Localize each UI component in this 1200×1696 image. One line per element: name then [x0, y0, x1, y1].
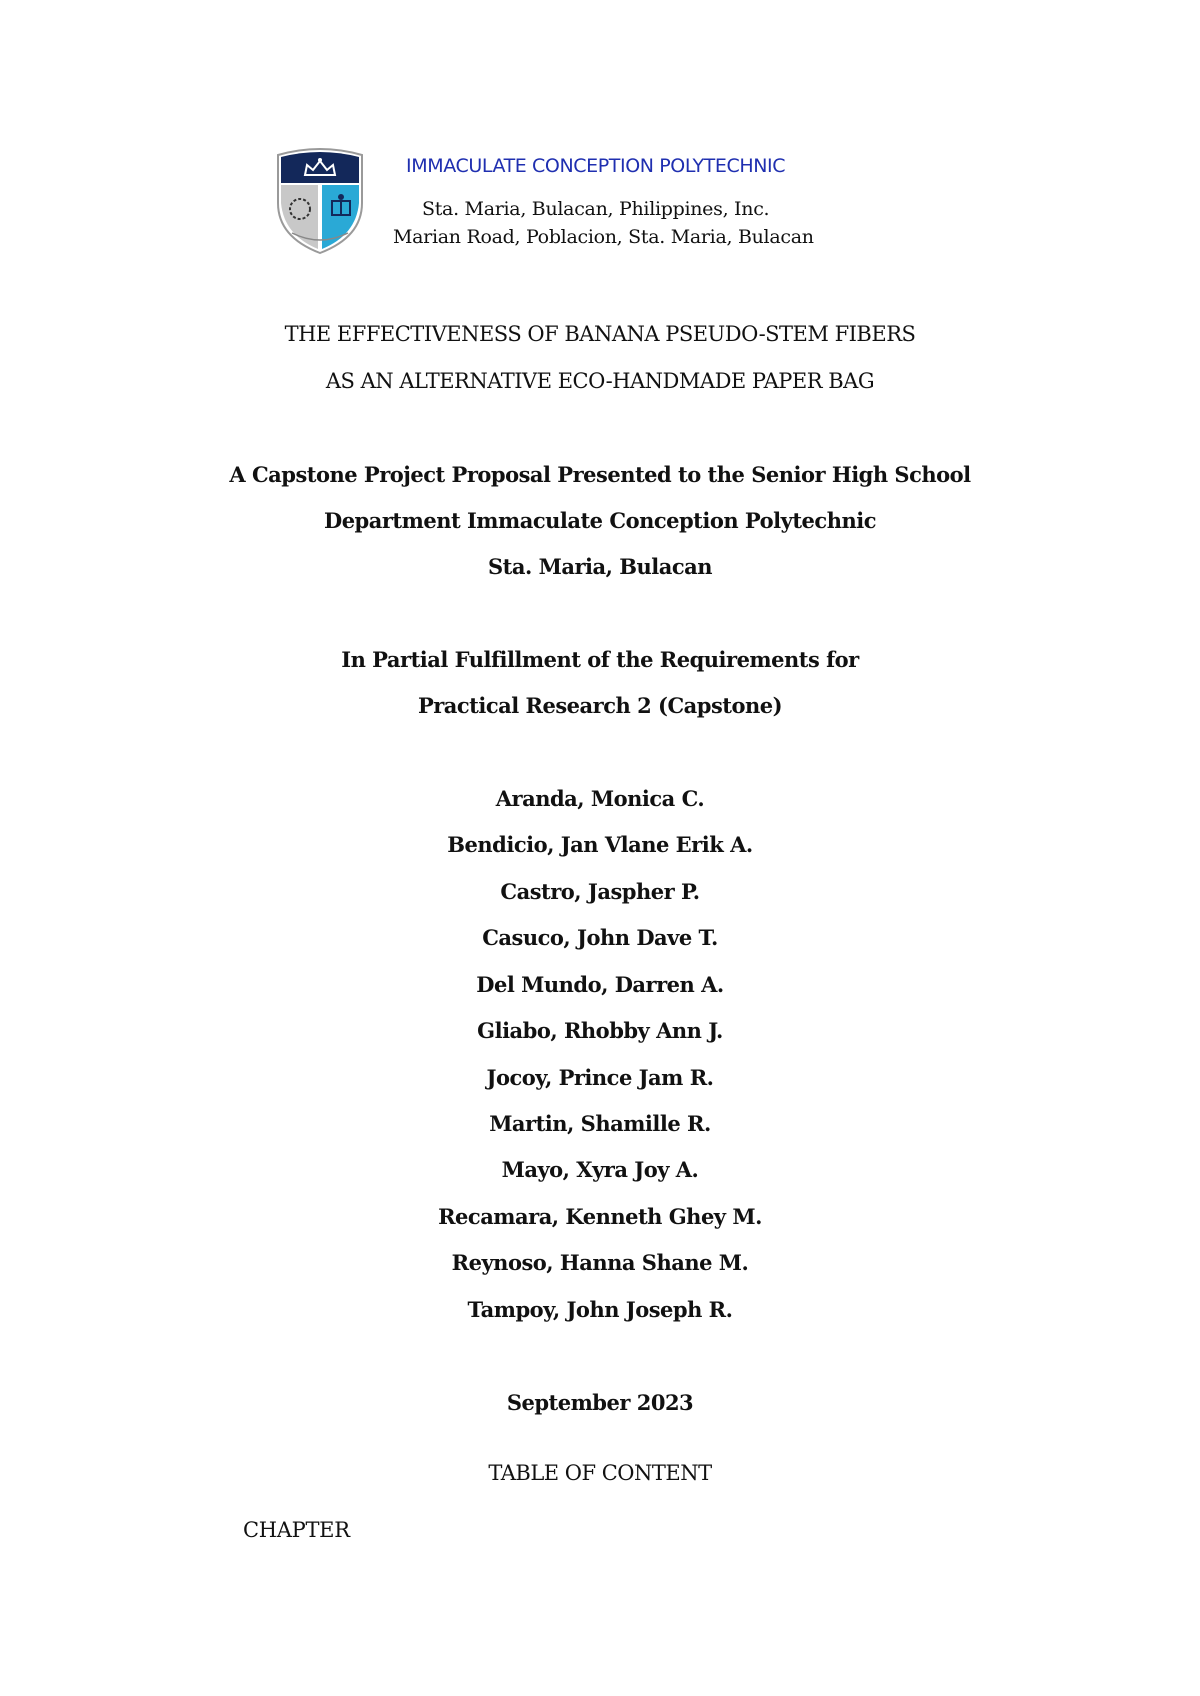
author-name: Martin, Shamille R. — [489, 1111, 711, 1136]
toc-heading: TABLE OF CONTENT — [488, 1461, 712, 1485]
address-line-2: Marian Road, Poblacion, Sta. Maria, Bulacan — [393, 226, 814, 248]
author-name: Del Mundo, Darren A. — [476, 972, 724, 997]
title-line-1: THE EFFECTIVENESS OF BANANA PSEUDO-STEM FIBERS — [284, 322, 916, 346]
school-name: IMMACULATE CONCEPTION POLYTECHNIC — [406, 155, 786, 177]
letterhead — [272, 145, 872, 257]
author-name: Mayo, Xyra Joy A. — [501, 1157, 699, 1182]
author-name: Bendicio, Jan Vlane Erik A. — [447, 832, 753, 857]
author-name: Jocoy, Prince Jam R. — [486, 1065, 714, 1090]
author-name: Casuco, John Dave T. — [482, 925, 718, 950]
title-line-2: AS AN ALTERNATIVE ECO-HANDMADE PAPER BAG — [325, 369, 875, 393]
presented-line-3: Sta. Maria, Bulacan — [488, 554, 712, 579]
fulfillment-line-1: In Partial Fulfillment of the Requirements for — [341, 647, 859, 672]
document-date: September 2023 — [506, 1390, 694, 1415]
author-name: Aranda, Monica C. — [495, 786, 705, 811]
presented-line-1: A Capstone Project Proposal Presented to the Senior High School — [229, 462, 971, 487]
author-name: Reynoso, Hanna Shane M. — [451, 1250, 749, 1275]
school-crest-icon — [272, 145, 368, 255]
author-name: Gliabo, Rhobby Ann J. — [477, 1018, 723, 1043]
toc-chapter-label: CHAPTER — [243, 1518, 350, 1542]
author-name: Castro, Jaspher P. — [500, 879, 700, 904]
author-name: Recamara, Kenneth Ghey M. — [438, 1204, 762, 1229]
presented-line-2: Department Immaculate Conception Polytechnic — [323, 508, 876, 533]
fulfillment-line-2: Practical Research 2 (Capstone) — [417, 693, 783, 718]
author-name: Tampoy, John Joseph R. — [467, 1297, 733, 1322]
address-line-1: Sta. Maria, Bulacan, Philippines, Inc. — [422, 198, 770, 220]
